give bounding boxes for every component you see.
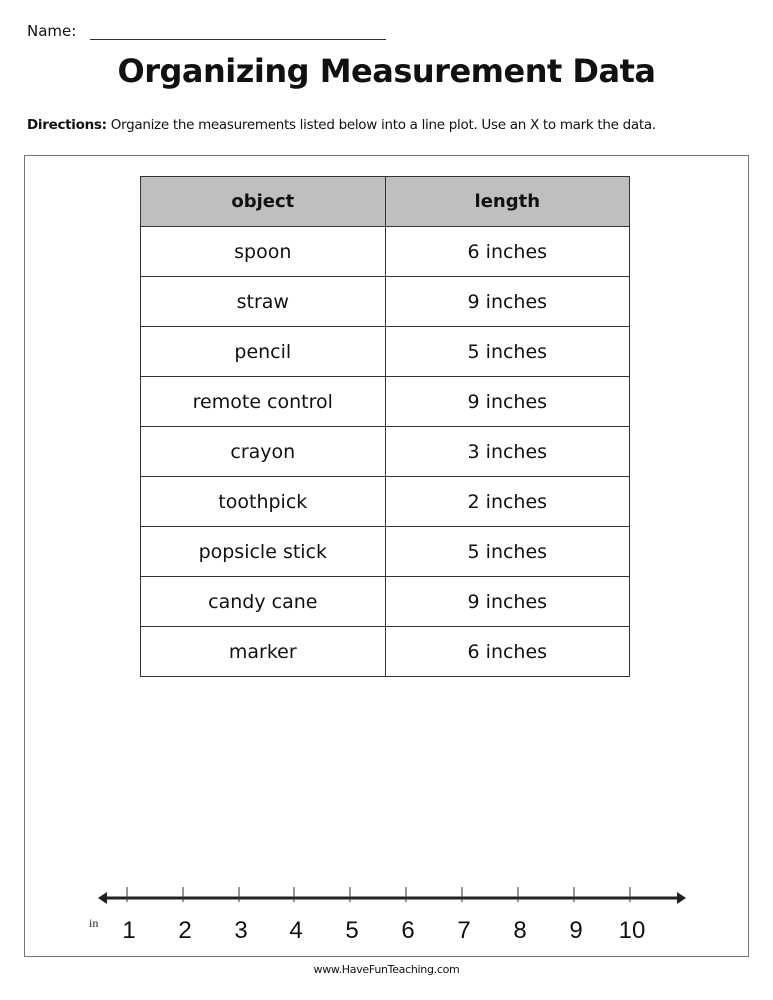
length-cell: 5 inches	[385, 527, 629, 577]
tick-label: 6	[401, 917, 415, 944]
length-cell: 9 inches	[385, 377, 629, 427]
tick-label: 5	[345, 917, 359, 944]
header-object: object	[141, 177, 386, 227]
directions-text: Organize the measurements listed below into a line plot. Use an X to mark the data.	[106, 117, 656, 133]
object-cell: straw	[141, 277, 386, 327]
object-cell: remote control	[141, 377, 386, 427]
header-length: length	[385, 177, 629, 227]
tick-label: 4	[289, 917, 303, 944]
page-title: Organizing Measurement Data	[117, 52, 656, 90]
object-cell: spoon	[141, 227, 386, 277]
left-arrow-icon	[98, 892, 107, 904]
object-cell: toothpick	[141, 477, 386, 527]
tick-label: 10	[618, 917, 646, 944]
tick-label: 2	[178, 917, 192, 944]
object-cell: pencil	[141, 327, 386, 377]
name-label: Name:	[27, 22, 77, 40]
tick-label: 1	[122, 917, 136, 944]
length-cell: 9 inches	[385, 577, 629, 627]
right-arrow-icon	[677, 892, 686, 904]
directions-label: Directions:	[27, 117, 107, 133]
object-cell: candy cane	[141, 577, 386, 627]
length-cell: 3 inches	[385, 427, 629, 477]
unit-label: in	[89, 916, 99, 930]
object-cell: popsicle stick	[141, 527, 386, 577]
length-cell: 2 inches	[385, 477, 629, 527]
length-cell: 5 inches	[385, 327, 629, 377]
tick-label: 3	[234, 917, 248, 944]
object-cell: crayon	[141, 427, 386, 477]
length-cell: 9 inches	[385, 277, 629, 327]
tick-label: 8	[513, 917, 527, 944]
object-cell: marker	[141, 627, 386, 677]
footer-url: www.HaveFunTeaching.com	[313, 963, 460, 976]
length-cell: 6 inches	[385, 227, 629, 277]
tick-label: 9	[569, 917, 583, 944]
tick-label: 7	[457, 917, 471, 944]
length-cell: 6 inches	[385, 627, 629, 677]
